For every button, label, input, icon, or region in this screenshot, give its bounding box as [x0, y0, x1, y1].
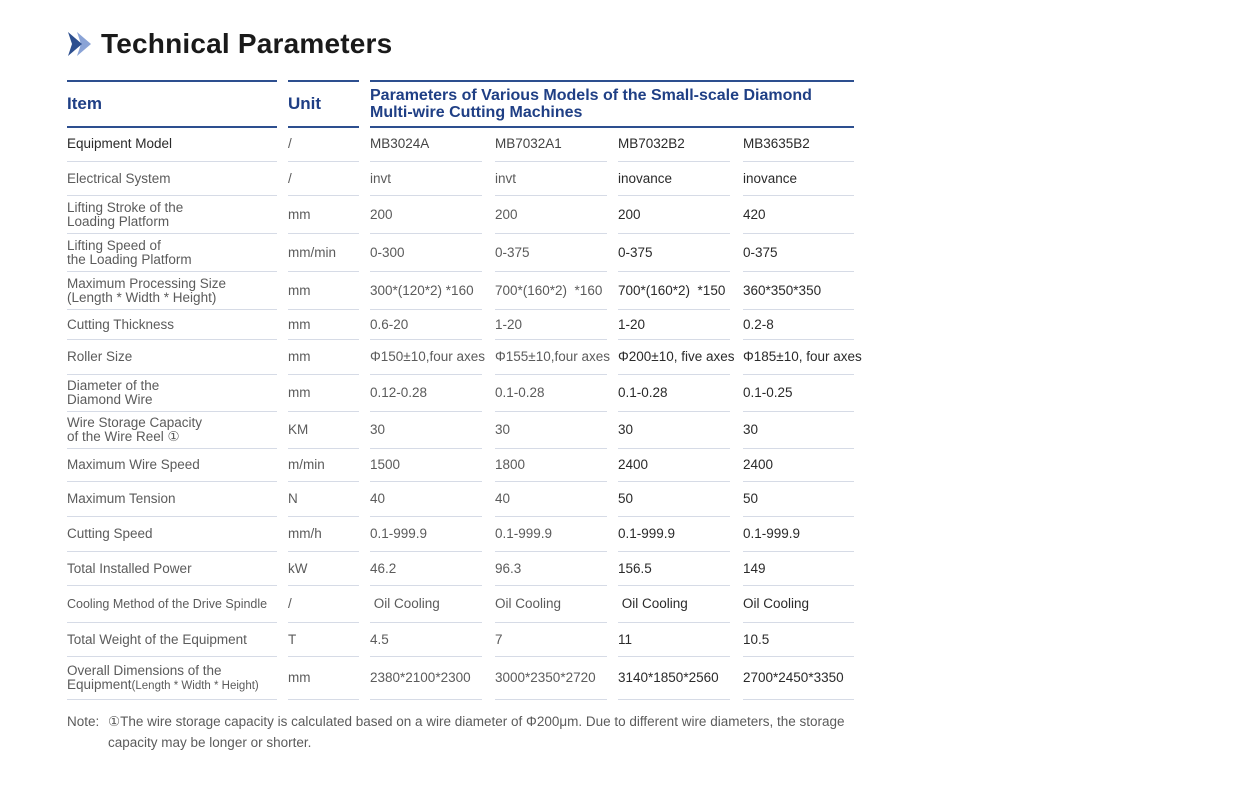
row-value: invt [370, 162, 482, 196]
row-item-label: Lifting Stroke of the Loading Platform [67, 196, 277, 234]
row-unit: / [288, 126, 359, 162]
row-value: 0.1-999.9 [618, 517, 730, 552]
row-value: MB3635B2 [743, 126, 854, 162]
row-value: 3140*1850*2560 [618, 657, 730, 700]
row-value: 1500 [370, 449, 482, 482]
row-value: 50 [743, 482, 854, 517]
row-item-label: Cutting Speed [67, 517, 277, 552]
row-value: 156.5 [618, 552, 730, 586]
header-unit: Unit [288, 80, 359, 128]
footnote [67, 711, 887, 753]
row-item-label: Diameter of the Diamond Wire [67, 375, 277, 412]
row-value: 2400 [743, 449, 854, 482]
row-value: 11 [618, 623, 730, 657]
row-value: 10.5 [743, 623, 854, 657]
row-unit: T [288, 623, 359, 657]
row-value: MB7032B2 [618, 126, 730, 162]
row-item-label: Lifting Speed of the Loading Platform [67, 234, 277, 272]
row-value: inovance [618, 162, 730, 196]
row-value: 1-20 [495, 310, 607, 340]
row-item-label: Maximum Processing Size (Length * Width * Height) [67, 272, 277, 310]
row-value: 0-375 [743, 234, 854, 272]
row-value: 0.12-0.28 [370, 375, 482, 412]
row-value: 4.5 [370, 623, 482, 657]
row-unit: mm [288, 340, 359, 375]
row-value: 96.3 [495, 552, 607, 586]
row-value: Φ185±10, four axes [743, 340, 854, 375]
row-value: 30 [495, 412, 607, 449]
row-value: 0.1-0.28 [618, 375, 730, 412]
row-value: 7 [495, 623, 607, 657]
row-value: 0.1-0.28 [495, 375, 607, 412]
row-value: 0-375 [495, 234, 607, 272]
row-value: 200 [495, 196, 607, 234]
row-item-label: Overall Dimensions of the Equipment(Length * Width * Height) [67, 657, 277, 700]
row-value: 700*(160*2) *150 [618, 272, 730, 310]
note-label: Note: [67, 714, 100, 729]
row-value: Oil Cooling [495, 586, 607, 623]
row-unit: / [288, 586, 359, 623]
row-item-label: Total Installed Power [67, 552, 277, 586]
row-unit: mm/h [288, 517, 359, 552]
page-title: Technical Parameters [101, 28, 393, 59]
row-unit: kW [288, 552, 359, 586]
row-unit: mm [288, 375, 359, 412]
header-params: Parameters of Various Models of the Small-scale Diamond Multi-wire Cutting Machines [370, 80, 854, 128]
row-value: 0-375 [618, 234, 730, 272]
row-value: 0-300 [370, 234, 482, 272]
row-value: 0.1-999.9 [495, 517, 607, 552]
row-value: 700*(160*2) *160 [495, 272, 607, 310]
row-item-label: Cutting Thickness [67, 310, 277, 340]
row-value: invt [495, 162, 607, 196]
row-value: Φ200±10, five axes [618, 340, 730, 375]
row-unit: N [288, 482, 359, 517]
row-value: Φ150±10,four axes [370, 340, 482, 375]
row-unit: mm [288, 657, 359, 700]
chevron-right-icon [67, 30, 93, 58]
row-value: 2380*2100*2300 [370, 657, 482, 700]
note-text: ①The wire storage capacity is calculated based on a wire diameter of Φ200μm. Due to different wire diameters, the storage capacity may be longer or shorter. [108, 714, 845, 750]
row-item-label: Maximum Wire Speed [67, 449, 277, 482]
row-value: 0.1-999.9 [370, 517, 482, 552]
row-value: 2700*2450*3350 [743, 657, 854, 700]
row-value: 0.1-999.9 [743, 517, 854, 552]
row-value: 46.2 [370, 552, 482, 586]
row-value: 1-20 [618, 310, 730, 340]
row-value: MB3024A [370, 126, 482, 162]
row-item-label: Wire Storage Capacity of the Wire Reel ① [67, 412, 277, 449]
row-value: 2400 [618, 449, 730, 482]
row-unit: KM [288, 412, 359, 449]
row-item-label: Electrical System [67, 162, 277, 196]
row-item-label: Maximum Tension [67, 482, 277, 517]
row-value: Oil Cooling [743, 586, 854, 623]
row-value: Φ155±10,four axes [495, 340, 607, 375]
row-item-label: Total Weight of the Equipment [67, 623, 277, 657]
row-value: 50 [618, 482, 730, 517]
row-unit: / [288, 162, 359, 196]
row-value: 149 [743, 552, 854, 586]
row-unit: mm [288, 310, 359, 340]
row-item-label: Roller Size [67, 340, 277, 375]
row-value: 0.1-0.25 [743, 375, 854, 412]
row-value: 40 [495, 482, 607, 517]
row-value: 30 [618, 412, 730, 449]
row-value: inovance [743, 162, 854, 196]
row-value: 0.2-8 [743, 310, 854, 340]
row-value: 30 [370, 412, 482, 449]
row-unit: mm [288, 272, 359, 310]
row-item-label: Cooling Method of the Drive Spindle [67, 586, 277, 623]
row-value: Oil Cooling [618, 586, 730, 623]
row-value: 40 [370, 482, 482, 517]
row-value: 200 [618, 196, 730, 234]
row-value: 360*350*350 [743, 272, 854, 310]
row-value: MB7032A1 [495, 126, 607, 162]
row-value: 300*(120*2) *160 [370, 272, 482, 310]
row-value: Oil Cooling [370, 586, 482, 623]
title-bar [67, 28, 392, 60]
row-unit: mm [288, 196, 359, 234]
row-value: 1800 [495, 449, 607, 482]
row-value: 200 [370, 196, 482, 234]
row-value: 420 [743, 196, 854, 234]
row-unit: mm/min [288, 234, 359, 272]
row-item-label: Equipment Model [67, 126, 277, 162]
row-value: 30 [743, 412, 854, 449]
row-unit: m/min [288, 449, 359, 482]
row-value: 3000*2350*2720 [495, 657, 607, 700]
header-item: Item [67, 80, 277, 128]
row-value: 0.6-20 [370, 310, 482, 340]
